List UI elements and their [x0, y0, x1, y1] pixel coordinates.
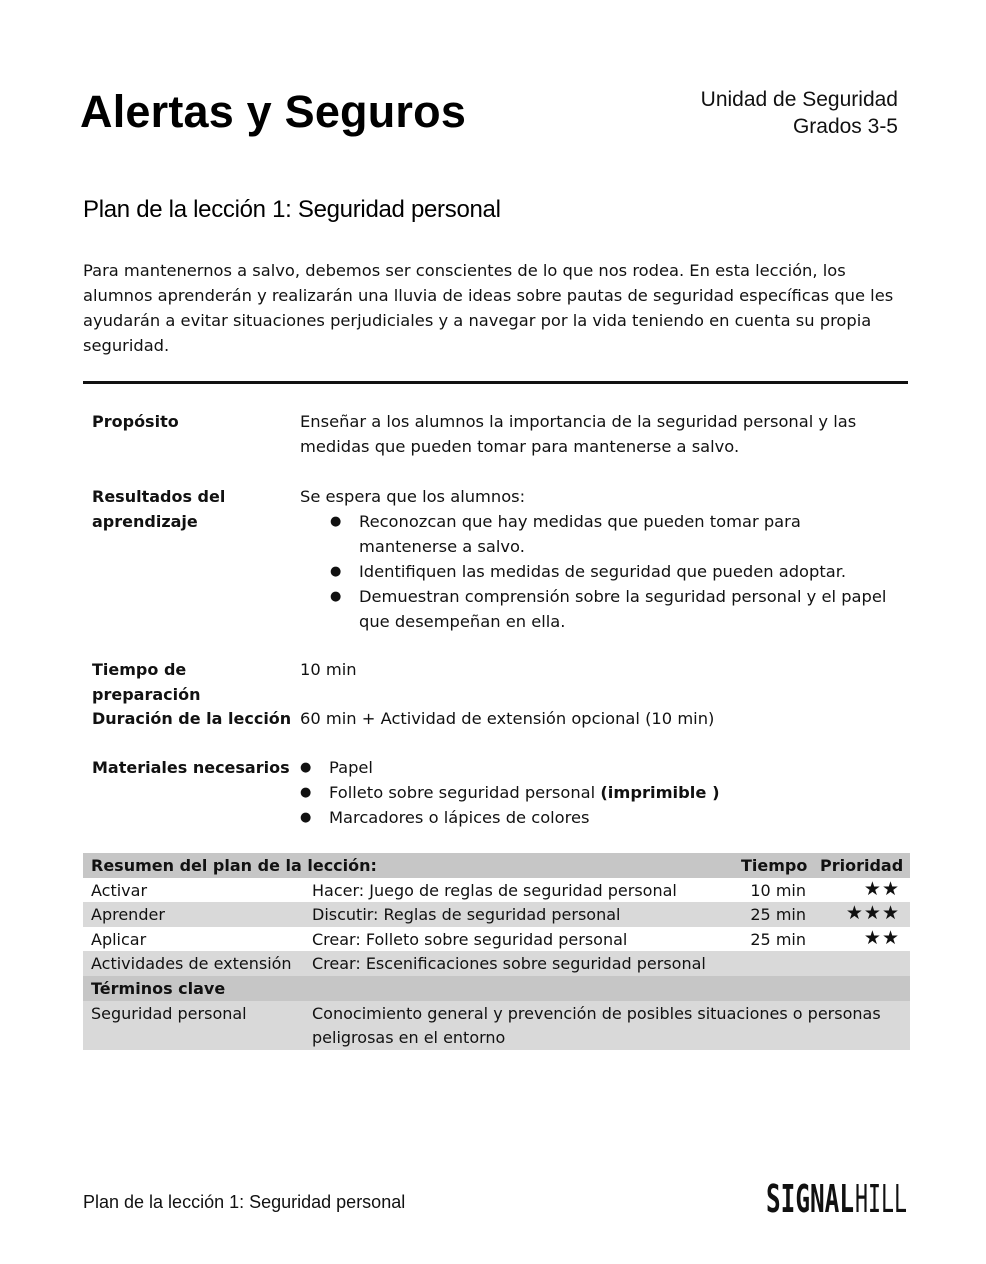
signalhill-logo: [766, 1172, 908, 1220]
purpose-value: Enseñar a los alumnos la importancia de la seguridad personal y las medidas que pueden tomar para mantenerse a salvo.: [300, 412, 857, 456]
activity-cell: Discutir: Reglas de seguridad personal: [312, 905, 621, 925]
summary-header-label: Resumen del plan de la lección:: [91, 856, 377, 875]
materials-label: Materiales necesarios: [92, 758, 290, 777]
activity-cell: Crear: Folleto sobre seguridad personal: [312, 929, 628, 949]
materials-list: [300, 755, 900, 830]
outcomes-value: [300, 484, 900, 634]
priority-stars-icon: ★★: [863, 926, 900, 949]
material-name: Folleto sobre seguridad personal: [329, 783, 596, 802]
list-item: ● Reconozcan que hay medidas que pueden tomar para mantenerse a salvo.: [300, 509, 900, 559]
logo-signal-text: SIGNAL: [766, 1177, 854, 1220]
list-item: ● Marcadores o lápices de colores: [300, 805, 900, 830]
term-cell: Seguridad personal: [91, 1003, 247, 1023]
phase-cell: Aprender: [91, 905, 165, 925]
table-header-row: [83, 853, 910, 878]
section-divider: [83, 381, 908, 384]
table-row: [83, 878, 910, 903]
phase-cell: Actividades de extensión: [91, 954, 292, 974]
unit-name: Unidad de Seguridad: [700, 88, 898, 111]
outcomes-list: [300, 509, 900, 634]
list-item: ● Identifiquen las medidas de seguridad que pueden adoptar.: [300, 559, 900, 584]
time-cell: 25 min: [750, 905, 806, 925]
phase-cell: Activar: [91, 880, 148, 900]
purpose-label: Propósito: [92, 412, 179, 431]
time-column-header: Tiempo: [741, 856, 808, 875]
prep-time-label: Tiempo de preparación: [92, 660, 201, 704]
time-cell: 10 min: [750, 880, 806, 900]
signalhill-logo-graphic: [766, 1172, 908, 1220]
activity-cell: Hacer: Juego de reglas de seguridad personal: [312, 880, 677, 900]
list-item: [300, 780, 900, 805]
outcomes-intro: Se espera que los alumnos:: [300, 487, 526, 506]
list-item: ● Papel: [300, 755, 900, 780]
key-terms-header-row: [83, 976, 910, 1001]
printable-link[interactable]: (imprimible ): [600, 783, 720, 802]
lesson-heading: Plan de la lección 1: Seguridad personal: [83, 196, 501, 223]
priority-stars-icon: ★★: [863, 877, 900, 900]
unit-info: [701, 86, 898, 140]
materials-value: [300, 755, 900, 830]
logo-hill-text: HILL: [855, 1177, 907, 1220]
phase-cell: Aplicar: [91, 929, 147, 949]
key-terms-label: Términos clave: [91, 978, 226, 998]
prep-time-value: 10 min: [300, 660, 357, 679]
table-row: [83, 951, 910, 976]
priority-stars-icon: ★★★: [845, 902, 900, 925]
document-title: Alertas y Seguros: [80, 86, 467, 137]
list-item: ● Demuestran comprensión sobre la seguridad personal y el papel que desempeñan en ella.: [300, 584, 900, 634]
time-cell: 25 min: [750, 929, 806, 949]
term-definition-cell: Conocimiento general y prevención de posibles situaciones o personas peligrosas en el entorno: [312, 1003, 881, 1048]
lesson-summary-table: [83, 853, 910, 1050]
outcomes-label: Resultados del aprendizaje: [92, 487, 226, 531]
lesson-intro: Para mantenernos a salvo, debemos ser conscientes de lo que nos rodea. En esta lección, los alumnos aprenderán y realizarán una lluvia de ideas sobre pautas de seguridad específicas que les ayudarán a evitar situaciones perjudiciales y a navegar por la vida teniendo en cuenta su propia seguridad.: [83, 261, 894, 355]
duration-label: Duración de la lección: [92, 709, 292, 728]
priority-column-header: Prioridad: [820, 856, 904, 875]
table-row: [83, 1001, 910, 1050]
table-row: [83, 927, 910, 952]
activity-cell: Crear: Escenificaciones sobre seguridad personal: [312, 954, 706, 974]
table-row: [83, 902, 910, 927]
duration-value: 60 min + Actividad de extensión opcional (10 min): [300, 709, 715, 728]
footer-text: Plan de la lección 1: Seguridad personal: [83, 1192, 406, 1212]
grade-range: Grados 3-5: [792, 115, 898, 138]
